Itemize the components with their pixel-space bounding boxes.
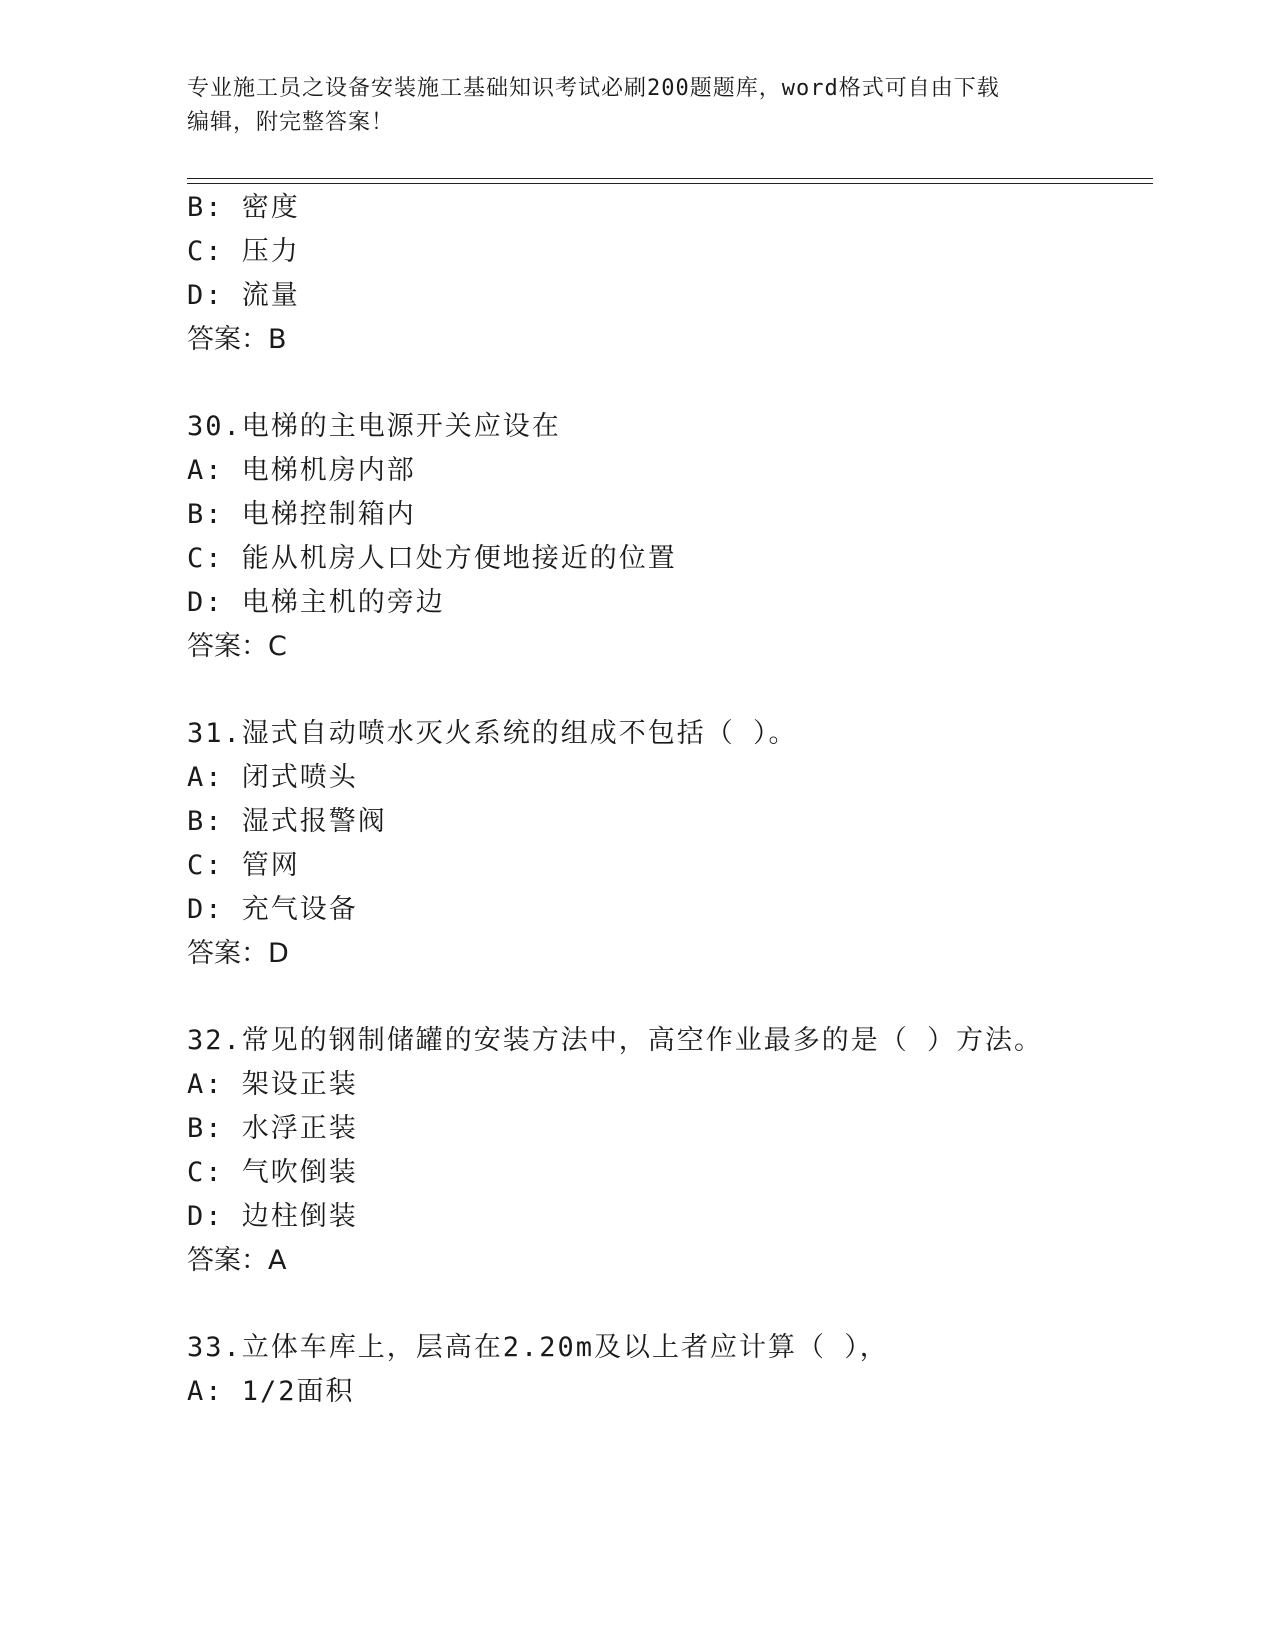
- question-33: 33.立体车库上，层高在2.20m及以上者应计算（ ），: [187, 1332, 889, 1363]
- option-d: D: 电梯主机的旁边: [187, 587, 445, 618]
- option-a: A: 电梯机房内部: [187, 455, 416, 486]
- option-c: C: 压力: [187, 236, 300, 267]
- option-b: B: 水浮正装: [187, 1113, 358, 1144]
- question-31: 31.湿式自动喷水灭火系统的组成不包括（ ）。: [187, 718, 798, 749]
- header-line-2: 编辑，附完整答案！: [187, 110, 395, 135]
- answer-29: 答案：B: [187, 324, 287, 355]
- option-b: B: 电梯控制箱内: [187, 499, 416, 530]
- option-c: C: 管网: [187, 850, 300, 881]
- option-a: A: 架设正装: [187, 1069, 358, 1100]
- option-d: D: 充气设备: [187, 894, 358, 925]
- question-32: 32.常见的钢制储罐的安装方法中，高空作业最多的是（ ）方法。: [187, 1025, 1044, 1056]
- option-d: D: 流量: [187, 280, 300, 311]
- option-c: C: 能从机房人口处方便地接近的位置: [187, 543, 677, 574]
- option-a: A: 1/2面积: [187, 1376, 355, 1407]
- header-line-1: 专业施工员之设备安装施工基础知识考试必刷200题题库，word格式可自由下载: [187, 76, 1000, 101]
- option-d: D: 边柱倒装: [187, 1201, 358, 1232]
- option-a: A: 闭式喷头: [187, 762, 358, 793]
- answer-32: 答案：A: [187, 1245, 287, 1276]
- question-30: 30.电梯的主电源开关应设在: [187, 411, 561, 442]
- option-b: B: 密度: [187, 192, 300, 223]
- header-divider: [187, 178, 1153, 184]
- option-b: B: 湿式报警阀: [187, 806, 387, 837]
- option-c: C: 气吹倒装: [187, 1157, 358, 1188]
- answer-30: 答案：C: [187, 631, 287, 662]
- document-header: [187, 72, 1087, 140]
- answer-31: 答案：D: [187, 938, 289, 969]
